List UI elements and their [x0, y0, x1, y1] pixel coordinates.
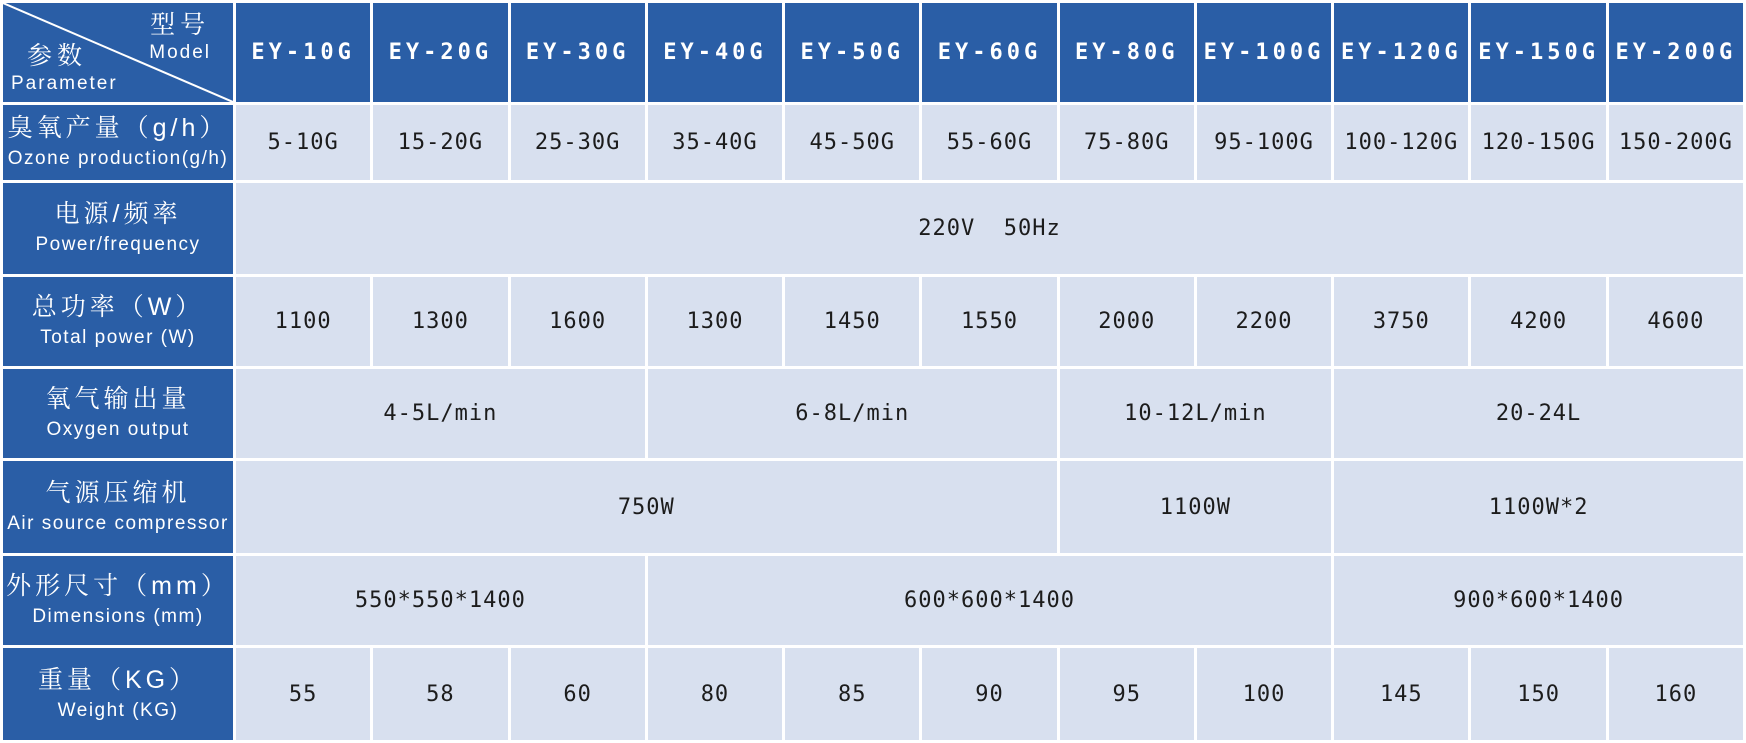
ozone-value-ey-10g: 5-10G — [236, 105, 370, 180]
corner-parameter-label-en: Parameter — [11, 73, 118, 95]
weight-value-ey-200g: 160 — [1609, 648, 1743, 740]
ozone-value-ey-50g: 45-50G — [785, 105, 919, 180]
row-label-weight-zh: 重量（KG） — [37, 665, 199, 694]
row-label-total-power-zh: 总功率（W） — [31, 293, 205, 322]
row-label-total-power — [3, 277, 233, 366]
dimensions-value-group-2: 600*600*1400 — [648, 556, 1331, 645]
power-frequency-value-all-models: 220V 50Hz — [236, 183, 1743, 274]
row-label-weight — [3, 648, 233, 740]
corner-parameter-label — [11, 41, 118, 96]
model-header-ey-40g: EY-40G — [648, 3, 782, 102]
row-label-ozone-production-en: Ozone production(g/h) — [7, 148, 229, 170]
corner-model-label-en: Model — [149, 42, 211, 64]
compressor-value-group-3: 1100W*2 — [1334, 461, 1743, 553]
total-power-value-ey-80g: 2000 — [1060, 277, 1194, 366]
weight-value-ey-100g: 100 — [1197, 648, 1331, 740]
row-label-power-frequency-en: Power/frequency — [35, 234, 201, 256]
row-label-total-power-en: Total power (W) — [40, 327, 196, 349]
total-power-value-ey-60g: 1550 — [922, 277, 1056, 366]
ozone-value-ey-200g: 150-200G — [1609, 105, 1743, 180]
weight-value-ey-50g: 85 — [785, 648, 919, 740]
weight-value-ey-120g: 145 — [1334, 648, 1468, 740]
weight-value-ey-30g: 60 — [511, 648, 645, 740]
oxygen-output-value-group-1: 4-5L/min — [236, 369, 645, 458]
total-power-value-ey-20g: 1300 — [373, 277, 507, 366]
model-header-ey-100g: EY-100G — [1197, 3, 1331, 102]
weight-value-ey-150g: 150 — [1471, 648, 1605, 740]
ozone-value-ey-60g: 55-60G — [922, 105, 1056, 180]
corner-header-cell — [3, 3, 233, 102]
total-power-value-ey-100g: 2200 — [1197, 277, 1331, 366]
ozone-value-ey-40g: 35-40G — [648, 105, 782, 180]
model-header-ey-10g: EY-10G — [236, 3, 370, 102]
total-power-value-ey-30g: 1600 — [511, 277, 645, 366]
weight-value-ey-10g: 55 — [236, 648, 370, 740]
ozone-value-ey-20g: 15-20G — [373, 105, 507, 180]
total-power-value-ey-50g: 1450 — [785, 277, 919, 366]
weight-value-ey-60g: 90 — [922, 648, 1056, 740]
model-header-ey-20g: EY-20G — [373, 3, 507, 102]
corner-model-label — [149, 10, 211, 65]
model-header-ey-50g: EY-50G — [785, 3, 919, 102]
compressor-value-group-2: 1100W — [1060, 461, 1332, 553]
total-power-value-ey-10g: 1100 — [236, 277, 370, 366]
oxygen-output-value-group-3: 10-12L/min — [1060, 369, 1332, 458]
compressor-value-group-1: 750W — [236, 461, 1057, 553]
row-label-oxygen-output-zh: 氧气输出量 — [45, 385, 191, 414]
row-label-oxygen-output-en: Oxygen output — [46, 419, 190, 441]
row-label-ozone-production — [3, 105, 233, 180]
row-label-oxygen-output — [3, 369, 233, 458]
row-label-air-source-compressor — [3, 461, 233, 553]
dimensions-value-group-1: 550*550*1400 — [236, 556, 645, 645]
oxygen-output-value-group-2: 6-8L/min — [648, 369, 1057, 458]
total-power-value-ey-120g: 3750 — [1334, 277, 1468, 366]
row-label-dimensions — [3, 556, 233, 645]
row-label-power-frequency-zh: 电源/频率 — [54, 200, 182, 229]
dimensions-value-group-3: 900*600*1400 — [1334, 556, 1743, 645]
ozone-value-ey-100g: 95-100G — [1197, 105, 1331, 180]
corner-model-label-zh: 型号 — [150, 11, 211, 39]
weight-value-ey-20g: 58 — [373, 648, 507, 740]
corner-parameter-label-zh: 参数 — [27, 42, 88, 70]
row-label-power-frequency — [3, 183, 233, 274]
model-header-ey-120g: EY-120G — [1334, 3, 1468, 102]
row-label-ozone-production-zh: 臭氧产量（g/h） — [7, 114, 229, 143]
row-label-air-source-compressor-zh: 气源压缩机 — [45, 478, 191, 507]
total-power-value-ey-150g: 4200 — [1471, 277, 1605, 366]
ozone-value-ey-80g: 75-80G — [1060, 105, 1194, 180]
total-power-value-ey-40g: 1300 — [648, 277, 782, 366]
weight-value-ey-40g: 80 — [648, 648, 782, 740]
ozone-value-ey-150g: 120-150G — [1471, 105, 1605, 180]
model-header-ey-30g: EY-30G — [511, 3, 645, 102]
ozone-value-ey-30g: 25-30G — [511, 105, 645, 180]
model-header-ey-60g: EY-60G — [922, 3, 1056, 102]
ozone-value-ey-120g: 100-120G — [1334, 105, 1468, 180]
total-power-value-ey-200g: 4600 — [1609, 277, 1743, 366]
row-label-dimensions-zh: 外形尺寸（mm） — [6, 572, 230, 601]
row-label-air-source-compressor-en: Air source compressor — [7, 512, 229, 534]
model-header-ey-150g: EY-150G — [1471, 3, 1605, 102]
row-label-dimensions-en: Dimensions (mm) — [32, 606, 204, 628]
model-header-ey-80g: EY-80G — [1060, 3, 1194, 102]
weight-value-ey-80g: 95 — [1060, 648, 1194, 740]
row-label-weight-en: Weight (KG) — [57, 699, 179, 721]
model-header-ey-200g: EY-200G — [1609, 3, 1743, 102]
oxygen-output-value-group-4: 20-24L — [1334, 369, 1743, 458]
